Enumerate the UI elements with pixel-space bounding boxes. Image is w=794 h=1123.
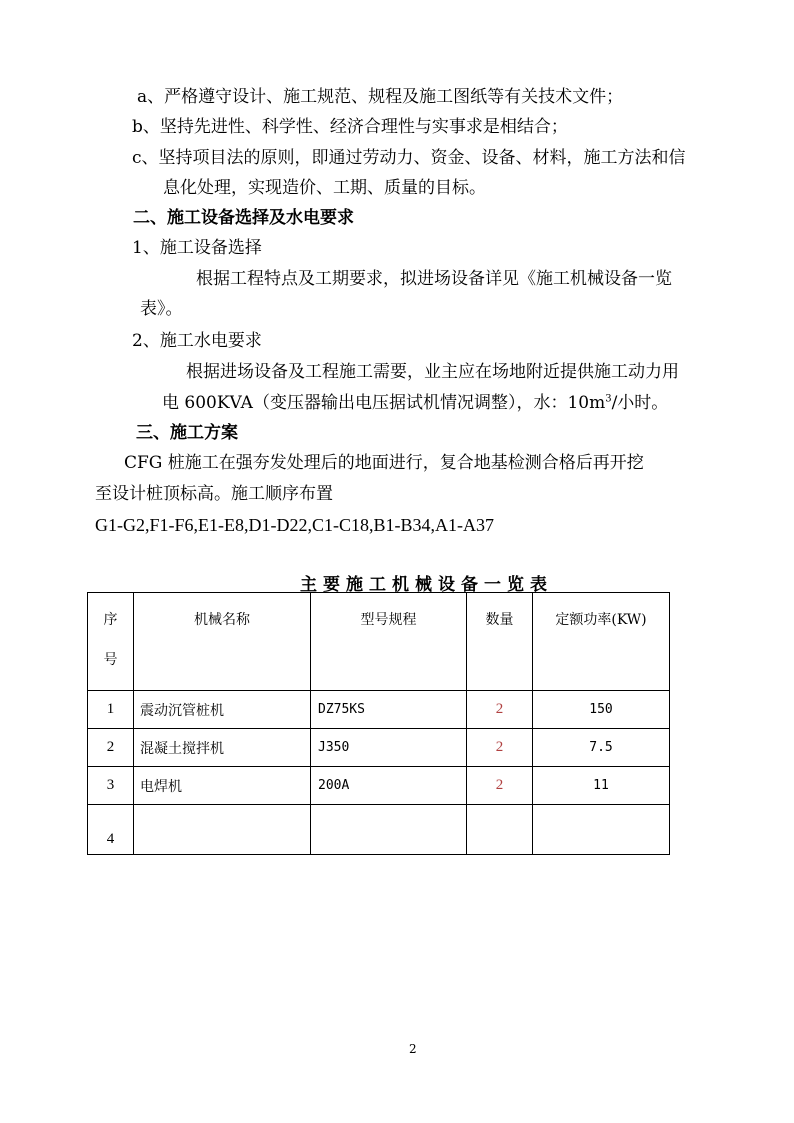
page-number: 2 xyxy=(409,1042,417,1056)
header-seq-top: 序 xyxy=(103,612,118,628)
cell-qty: 2 xyxy=(467,729,533,767)
cell-model: 200A xyxy=(311,767,467,805)
superscript-3: 3 xyxy=(605,393,612,405)
cell-name: 震动沉管桩机 xyxy=(134,691,311,729)
section-heading-2: 二、施工设备选择及水电要求 xyxy=(133,208,354,228)
cell-name xyxy=(134,805,311,855)
header-qty: 数量 xyxy=(467,593,533,691)
table-row xyxy=(88,729,670,767)
table-row xyxy=(88,691,670,729)
header-seq-bottom: 号 xyxy=(103,652,118,668)
paragraph-2-line-2-text: 电 600KVA（变压器输出电压据试机情况调整），水：10m xyxy=(162,393,606,413)
paragraph-3-line-2: 至设计桩顶标高。施工顺序布置 xyxy=(95,484,333,504)
subheading-2: 2、施工水电要求 xyxy=(132,331,262,351)
paragraph-2-line-1: 根据进场设备及工程施工需要，业主应在场地附近提供施工动力用 xyxy=(186,362,679,382)
cell-no: 3 xyxy=(88,767,134,805)
table-row xyxy=(88,805,670,855)
cell-no: 2 xyxy=(88,729,134,767)
cell-qty xyxy=(467,805,533,855)
table-header-row xyxy=(88,593,670,691)
table-row xyxy=(88,767,670,805)
paragraph-3-line-1: CFG 桩施工在强夯发处理后的地面进行，复合地基检测合格后再开挖 xyxy=(124,453,644,473)
paragraph-1-line-1: 根据工程特点及工期要求，拟进场设备详见《施工机械设备一览 xyxy=(196,269,672,289)
header-name: 机械名称 xyxy=(134,593,311,691)
cell-no: 4 xyxy=(88,805,134,855)
paragraph-3-line-3: G1-G2,F1-F6,E1-E8,D1-D22,C1-C18,B1-B34,A1-A37 xyxy=(95,515,494,535)
subheading-1: 1、施工设备选择 xyxy=(132,238,262,258)
paragraph-2-line-2 xyxy=(162,392,668,414)
cell-model xyxy=(311,805,467,855)
cell-model: J350 xyxy=(311,729,467,767)
header-seq xyxy=(88,593,134,691)
header-power: 定额功率(KW) xyxy=(533,593,670,691)
cell-qty: 2 xyxy=(467,691,533,729)
section-heading-3: 三、施工方案 xyxy=(136,423,238,443)
cell-qty: 2 xyxy=(467,767,533,805)
cell-power: 11 xyxy=(533,767,670,805)
cell-power xyxy=(533,805,670,855)
cell-power: 150 xyxy=(533,691,670,729)
paragraph-2-line-2-suffix: /小时。 xyxy=(611,393,669,413)
cell-no: 1 xyxy=(88,691,134,729)
line-b: b、坚持先进性、科学性、经济合理性与实事求是相结合； xyxy=(132,117,568,137)
cell-model: DZ75KS xyxy=(311,691,467,729)
paragraph-1-line-2: 表》。 xyxy=(140,299,183,319)
line-c-1: c、坚持项目法的原则，即通过劳动力、资金、设备、材料，施工方法和信 xyxy=(132,148,686,168)
cell-name: 混凝土搅拌机 xyxy=(134,729,311,767)
cell-name: 电焊机 xyxy=(134,767,311,805)
line-a: a、严格遵守设计、施工规范、规程及施工图纸等有关技术文件； xyxy=(137,87,624,107)
header-model: 型号规程 xyxy=(311,593,467,691)
equipment-table xyxy=(87,592,670,855)
line-c-2: 息化处理，实现造价、工期、质量的目标。 xyxy=(163,178,486,198)
cell-power: 7.5 xyxy=(533,729,670,767)
table-title: 主要施工机械设备一览表 xyxy=(300,575,553,595)
